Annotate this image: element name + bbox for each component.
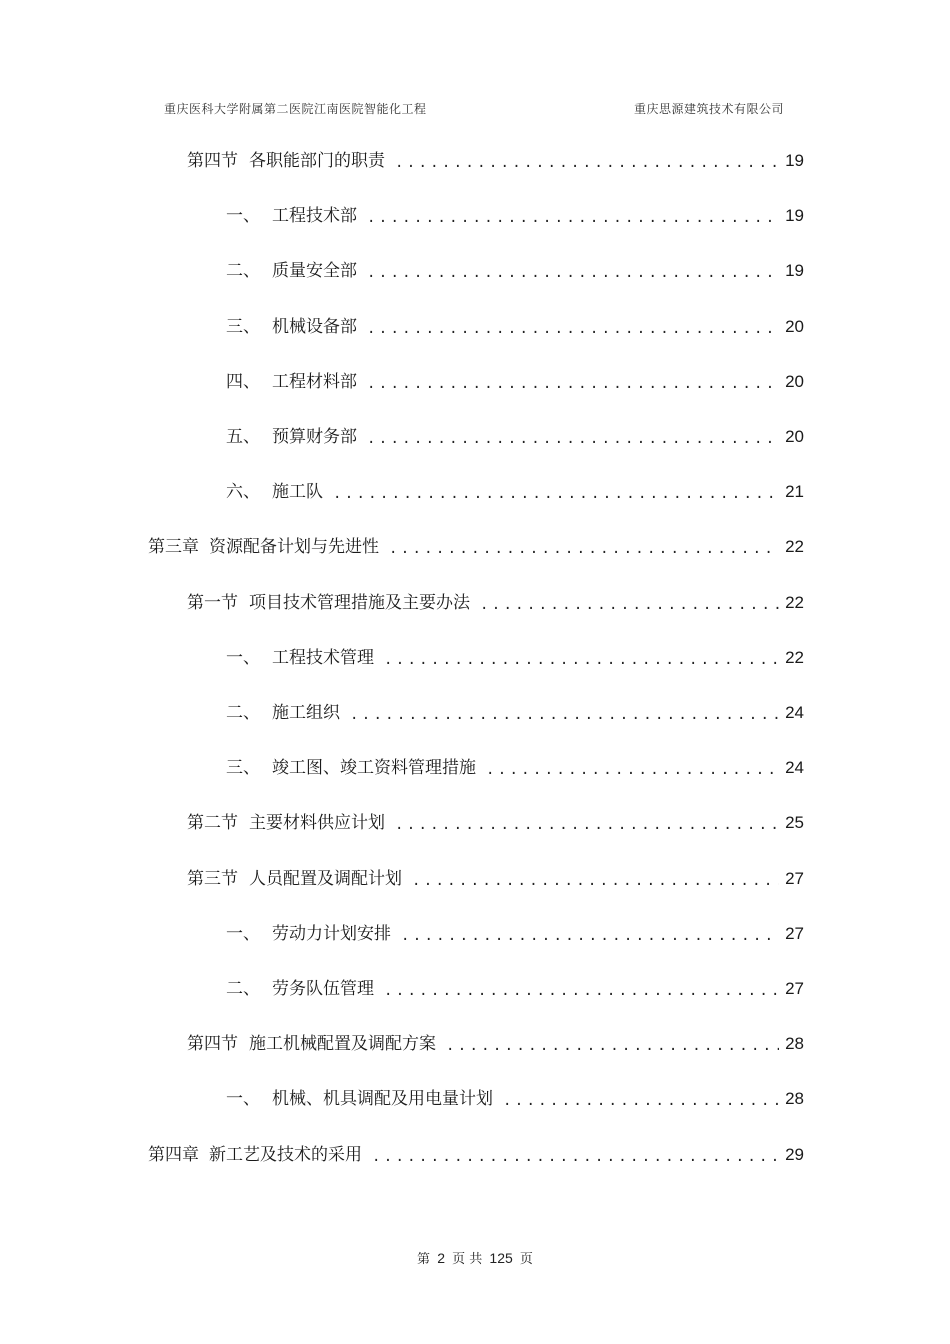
toc-entry-title: 新工艺及技术的采用	[209, 1145, 362, 1165]
toc-entry-number: 一、	[226, 206, 260, 226]
toc-entry-title: 资源配备计划与先进性	[209, 537, 379, 557]
toc-entry-page: 29	[785, 1145, 804, 1164]
toc-entry-number: 第四节	[187, 1034, 238, 1054]
toc-entry-number: 一、	[226, 648, 260, 668]
toc-entry-title: 机械设备部	[272, 317, 357, 337]
toc-entry-number: 一、	[226, 924, 260, 944]
toc-entry-title: 施工机械配置及调配方案	[249, 1034, 436, 1054]
toc-entry-title: 预算财务部	[272, 427, 357, 447]
toc-entry[interactable]	[187, 1031, 804, 1055]
toc-entry-number: 三、	[226, 317, 260, 337]
toc-entry[interactable]	[226, 1086, 804, 1110]
toc-entry-page: 19	[785, 206, 804, 225]
toc-entry-number: 第三章	[148, 537, 199, 557]
toc-entry[interactable]	[226, 755, 804, 779]
toc-dot-leader	[367, 209, 779, 227]
toc-entry-page: 27	[785, 869, 804, 888]
toc-entry-title: 机械、机具调配及用电量计划	[272, 1089, 493, 1109]
toc-entry-title: 工程技术部	[272, 206, 357, 226]
toc-dot-leader	[486, 761, 779, 779]
toc-entry-number: 三、	[226, 758, 260, 778]
toc-entry-title: 项目技术管理措施及主要办法	[249, 593, 470, 613]
toc-entry-title: 劳动力计划安排	[272, 924, 391, 944]
toc-entry[interactable]	[226, 479, 804, 503]
toc-entry-title: 工程技术管理	[272, 648, 374, 668]
toc-entry-title: 工程材料部	[272, 372, 357, 392]
header-company-name: 重庆思源建筑技术有限公司	[634, 102, 785, 116]
footer-total-pages: 125	[489, 1250, 513, 1266]
toc-entry-page: 27	[785, 979, 804, 998]
toc-dot-leader	[446, 1037, 779, 1055]
toc-entry-page: 27	[785, 924, 804, 943]
toc-entry-number: 二、	[226, 979, 260, 999]
toc-dot-leader	[367, 320, 779, 338]
toc-dot-leader	[412, 872, 779, 890]
toc-entry-page: 22	[785, 593, 804, 612]
toc-dot-leader	[395, 154, 779, 172]
header-project-name: 重庆医科大学附属第二医院江南医院智能化工程	[164, 102, 427, 116]
toc-entry[interactable]	[226, 700, 804, 724]
toc-dot-leader	[367, 264, 779, 282]
toc-entry-number: 二、	[226, 703, 260, 723]
footer-prefix: 第	[417, 1252, 431, 1267]
toc-entry-number: 第四节	[187, 151, 238, 171]
toc-entry-number: 一、	[226, 1089, 260, 1109]
toc-entry[interactable]	[148, 534, 804, 558]
toc-entry-page: 19	[785, 261, 804, 280]
toc-entry[interactable]	[187, 148, 804, 172]
toc-entry-title: 人员配置及调配计划	[249, 869, 402, 889]
toc-entry[interactable]	[187, 590, 804, 614]
toc-entry-title: 主要材料供应计划	[249, 813, 385, 833]
toc-entry-page: 20	[785, 372, 804, 391]
toc-entry-page: 25	[785, 813, 804, 832]
toc-entry[interactable]	[226, 258, 804, 282]
toc-dot-leader	[401, 927, 779, 945]
footer-suffix: 页	[519, 1252, 533, 1267]
toc-dot-leader	[503, 1092, 779, 1110]
toc-entry-page: 19	[785, 151, 804, 170]
toc-entry-number: 五、	[226, 427, 260, 447]
toc-entry-page: 28	[785, 1089, 804, 1108]
toc-entry-page: 21	[785, 482, 804, 501]
toc-dot-leader	[384, 651, 779, 669]
toc-dot-leader	[395, 816, 779, 834]
toc-entry-number: 六、	[226, 482, 260, 502]
page-footer	[0, 1248, 950, 1267]
toc-entry-number: 第一节	[187, 593, 238, 613]
toc-entry[interactable]	[226, 976, 804, 1000]
toc-entry-page: 24	[785, 758, 804, 777]
toc-dot-leader	[350, 706, 779, 724]
toc-entry-page: 24	[785, 703, 804, 722]
toc-entry[interactable]	[226, 203, 804, 227]
toc-entry-page: 22	[785, 537, 804, 556]
toc-dot-leader	[389, 540, 779, 558]
toc-entry-page: 22	[785, 648, 804, 667]
toc-entry-title: 质量安全部	[272, 261, 357, 281]
toc-entry-page: 20	[785, 427, 804, 446]
toc-entry-number: 第三节	[187, 869, 238, 889]
toc-entry-title: 劳务队伍管理	[272, 979, 374, 999]
toc-entry-title: 竣工图、竣工资料管理措施	[272, 758, 476, 778]
toc-dot-leader	[333, 485, 779, 503]
toc-entry-number: 二、	[226, 261, 260, 281]
toc-entry[interactable]	[226, 369, 804, 393]
footer-middle: 页 共	[452, 1252, 483, 1267]
toc-entry-number: 四、	[226, 372, 260, 392]
toc-entry-page: 20	[785, 317, 804, 336]
toc-entry[interactable]	[226, 645, 804, 669]
footer-current-page: 2	[437, 1250, 445, 1266]
toc-dot-leader	[384, 982, 779, 1000]
toc-dot-leader	[480, 596, 779, 614]
toc-entry[interactable]	[148, 1142, 804, 1166]
toc-dot-leader	[367, 375, 779, 393]
toc-dot-leader	[372, 1148, 779, 1166]
toc-entry-number: 第二节	[187, 813, 238, 833]
toc-entry-title: 施工组织	[272, 703, 340, 723]
toc-entry-number: 第四章	[148, 1145, 199, 1165]
toc-entry-title: 施工队	[272, 482, 323, 502]
toc-entry[interactable]	[226, 424, 804, 448]
toc-entry-title: 各职能部门的职责	[249, 151, 385, 171]
toc-dot-leader	[367, 430, 779, 448]
toc-entry[interactable]	[187, 810, 804, 834]
toc-entry-page: 28	[785, 1034, 804, 1053]
toc-entry[interactable]	[226, 921, 804, 945]
toc-entry[interactable]	[226, 314, 804, 338]
toc-entry[interactable]	[187, 866, 804, 890]
